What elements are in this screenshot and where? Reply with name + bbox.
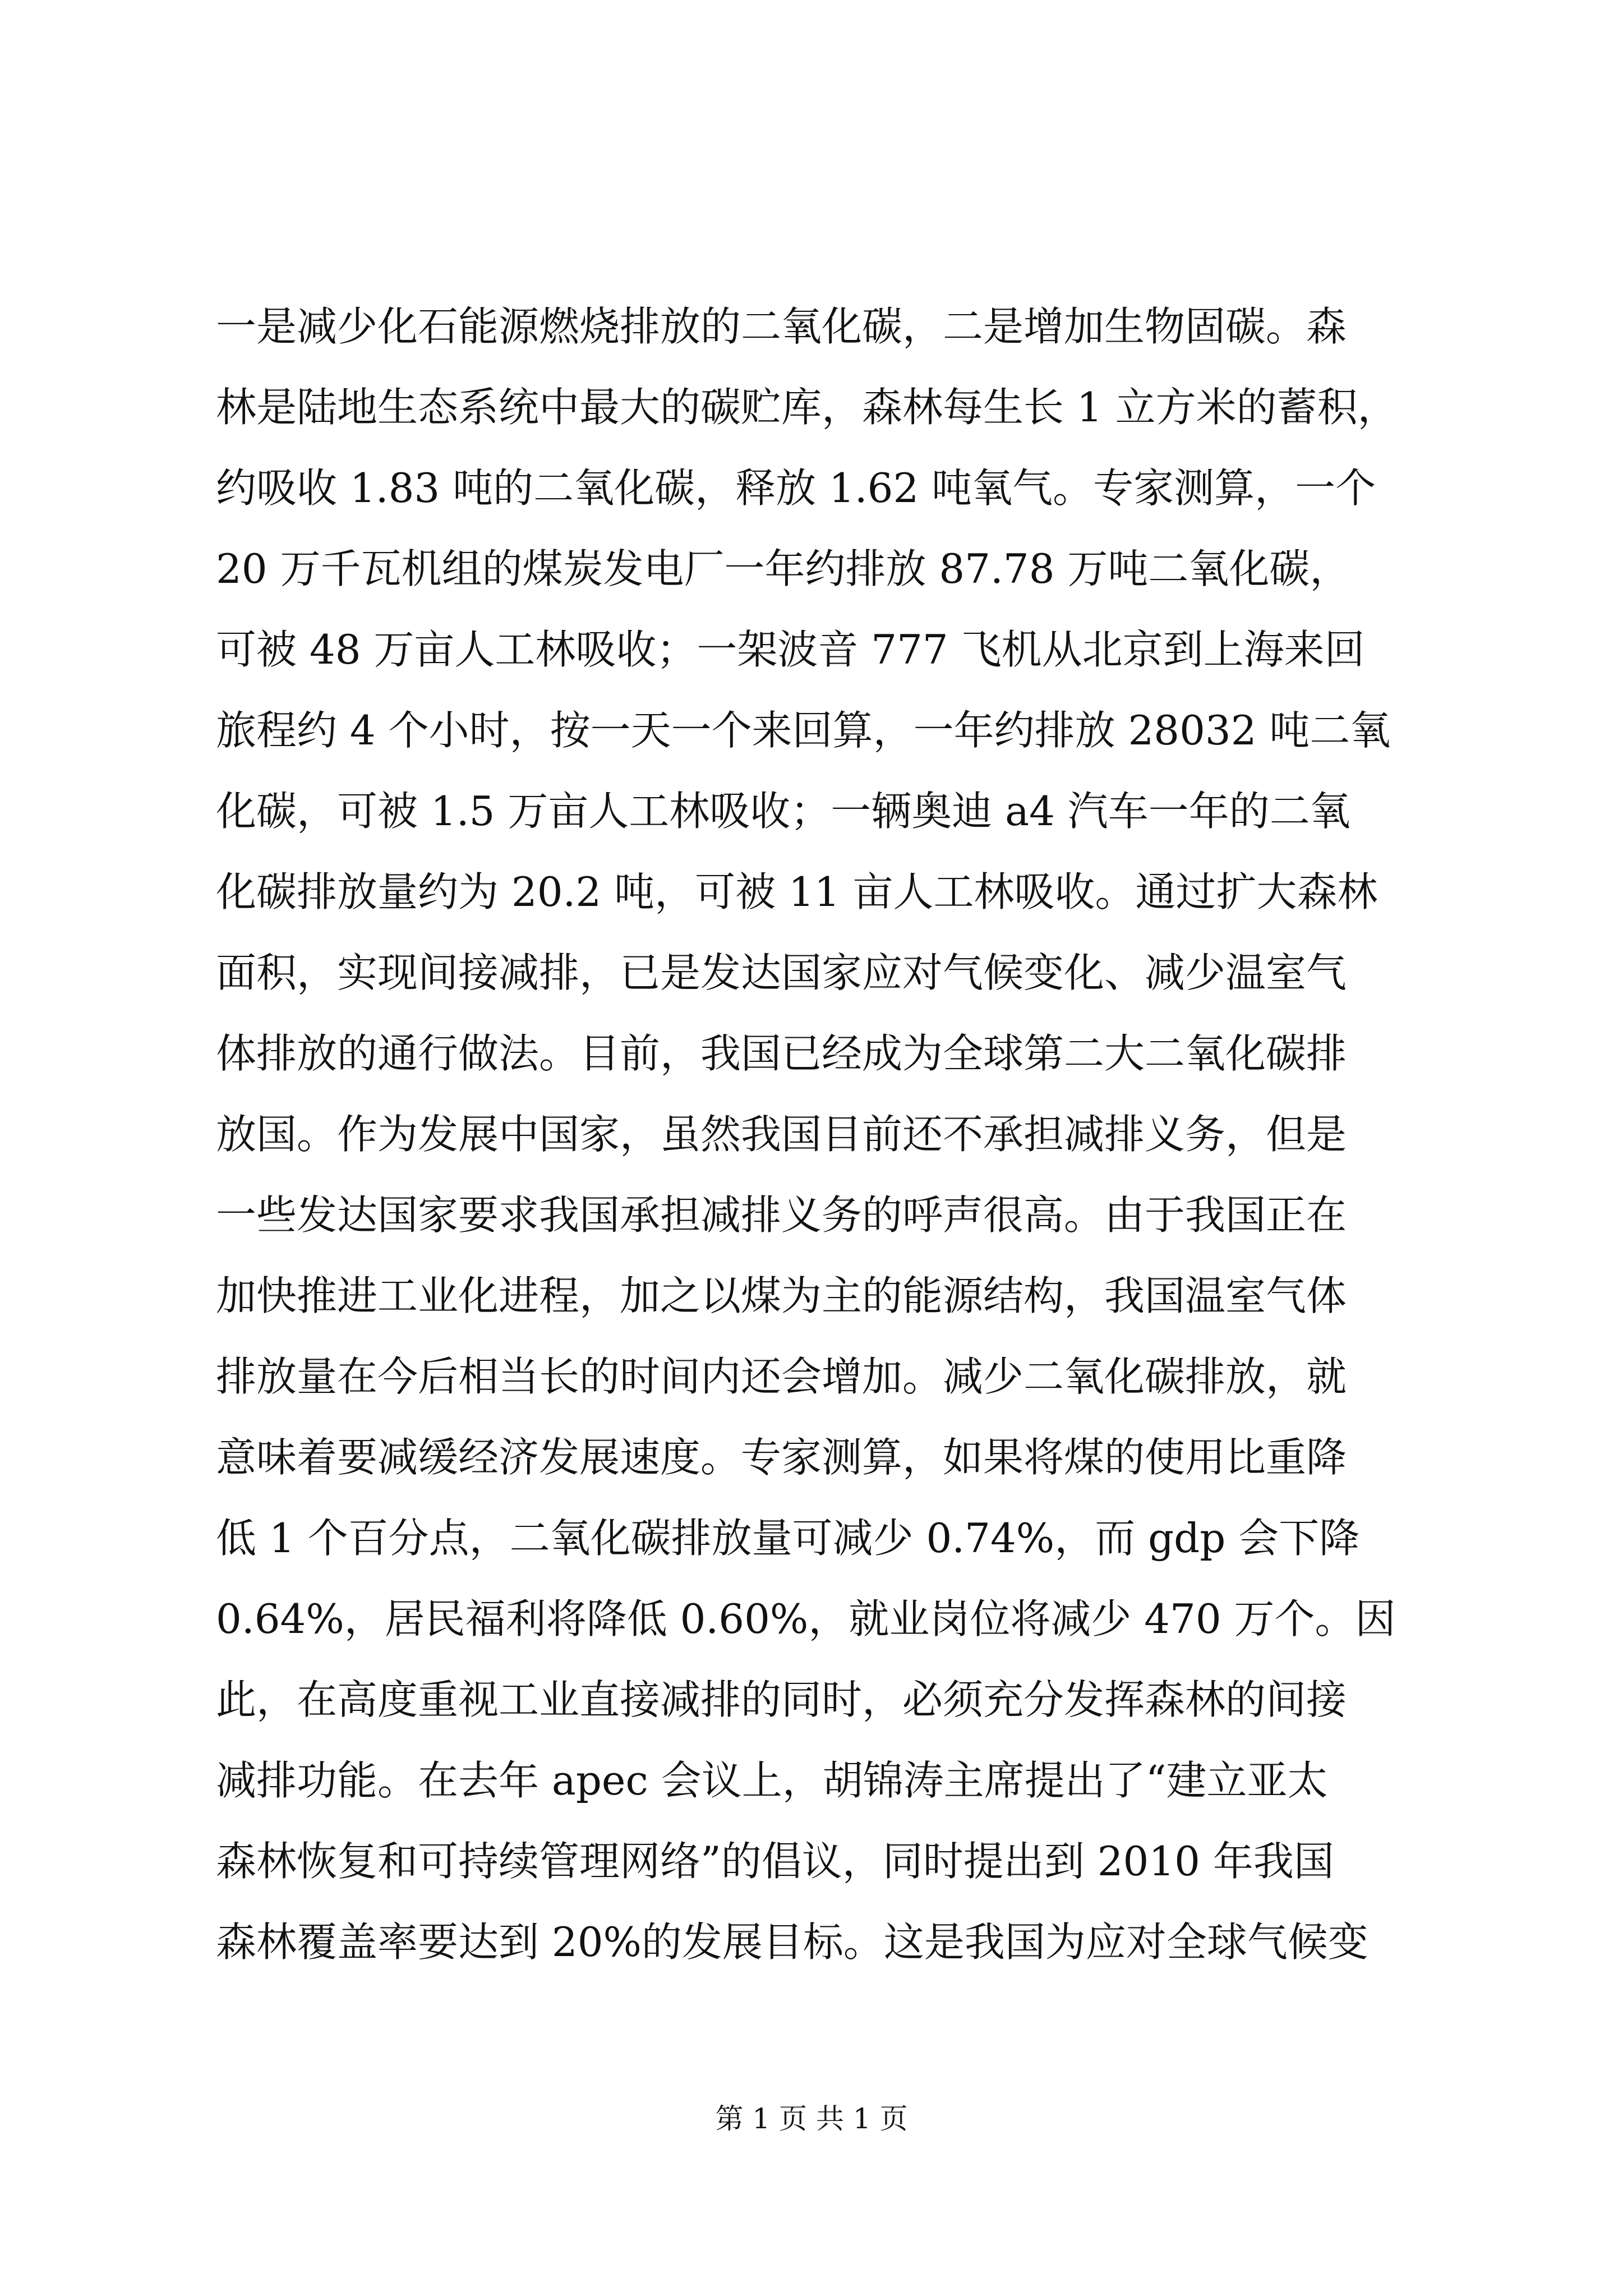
- body-text: [216, 286, 1483, 1982]
- text-line: 0.64%，居民福利将降低 0.60%，就业岗位将减少 470 万个。因: [216, 1595, 1396, 1642]
- text-line: 低 1 个百分点，二氧化碳排放量可减少 0.74%，而 gdp 会下降: [216, 1515, 1360, 1562]
- text-line: 森林恢复和可持续管理网络”的倡议，同时提出到 2010 年我国: [216, 1838, 1334, 1885]
- text-line: 面积，实现间接减排，已是发达国家应对气候变化、减少温室气: [216, 949, 1347, 996]
- text-line: 体排放的通行做法。目前，我国已经成为全球第二大二氧化碳排: [216, 1030, 1347, 1077]
- text-line: 一是减少化石能源燃烧排放的二氧化碳，二是增加生物固碳。森: [216, 303, 1347, 350]
- text-line: 化碳，可被 1.5 万亩人工林吸收；一辆奥迪 a4 汽车一年的二氧: [216, 788, 1350, 835]
- text-line: 排放量在今后相当长的时间内还会增加。减少二氧化碳排放，就: [216, 1353, 1347, 1400]
- text-line: 化碳排放量约为 20.2 吨，可被 11 亩人工林吸收。通过扩大森林: [216, 868, 1378, 915]
- text-line: 加快推进工业化进程，加之以煤为主的能源结构，我国温室气体: [216, 1272, 1347, 1319]
- text-line: 意味着要减缓经济发展速度。专家测算，如果将煤的使用比重降: [216, 1434, 1347, 1481]
- text-line: 一些发达国家要求我国承担减排义务的呼声很高。由于我国正在: [216, 1191, 1347, 1239]
- text-line: 20 万千瓦机组的煤炭发电厂一年约排放 87.78 万吨二氧化碳，: [216, 545, 1350, 592]
- text-line: 减排功能。在去年 apec 会议上，胡锦涛主席提出了“建立亚太: [216, 1757, 1328, 1804]
- text-line: 可被 48 万亩人工林吸收；一架波音 777 飞机从北京到上海来回: [216, 626, 1365, 673]
- text-line: 约吸收 1.83 吨的二氧化碳，释放 1.62 吨氧气。专家测算，一个: [216, 464, 1376, 512]
- text-line: 此，在高度重视工业直接减排的同时，必须充分发挥森林的间接: [216, 1676, 1347, 1723]
- page-footer: 第 1 页 共 1 页: [715, 2102, 908, 2135]
- text-line: 放国。作为发展中国家，虽然我国目前还不承担减排义务，但是: [216, 1111, 1347, 1158]
- text-line: 林是陆地生态系统中最大的碳贮库，森林每生长 1 立方米的蓄积，: [216, 384, 1398, 431]
- text-line: 旅程约 4 个小时，按一天一个来回算，一年约排放 28032 吨二氧: [216, 707, 1391, 754]
- text-line: 森林覆盖率要达到 20%的发展目标。这是我国为应对全球气候变: [216, 1918, 1368, 1966]
